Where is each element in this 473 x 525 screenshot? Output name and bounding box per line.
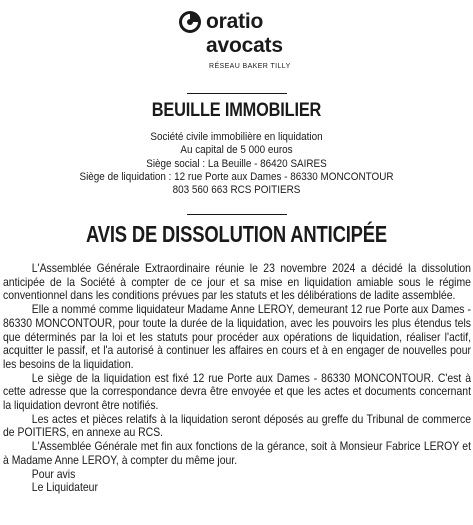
notice-title: AVIS DE DISSOLUTION ANTICIPÉE: [85, 221, 388, 247]
notice-closing: Pour avis: [31, 467, 76, 481]
middle-divider: [187, 214, 287, 215]
company-liquidation-office: Siège de liquidation : 12 rue Porte aux Dames - 86330 MONCONTOUR: [79, 170, 394, 183]
notice-paragraph: L'Assemblée Générale met fin aux fonctions de la gérance, soit à Monsieur Fabrice LEROY et à Madame Anne LEROY, à compter du même jour.: [3, 440, 472, 467]
company-capital: Au capital de 5 000 euros: [180, 144, 293, 157]
company-details: [0, 131, 473, 197]
notice-paragraph: Le siège de la liquidation est fixé 12 rue Porte aux Dames - 86330 MONCONTOUR. C'est à cette adresse que la correspondance devra être envoyée et que les actes et documents concernant la liquidation devront être notifiés.: [3, 371, 472, 413]
notice-body: [3, 262, 471, 495]
logo-text-oratio: oratio: [206, 10, 264, 33]
logo-text-avocats: avocats: [206, 34, 283, 57]
notice-paragraph: Elle a nommé comme liquidateur Madame Anne LEROY, demeurant 12 rue Porte aux Dames - 86330 MONCONTOUR, pour toute la durée de la liquidation, avec les pouvoirs les plus étendus tels que déterminés par la loi et les statuts pour procéder aux opérations de liquidation, réaliser l'actif, acquitter le passif, et l'a autorisé à continuer les affaires en cours et à en engager de nouvelles pour les besoins de la liquidation.: [3, 303, 472, 371]
company-name: BEUILLE IMMOBILIER: [151, 100, 322, 121]
top-divider: [187, 93, 287, 94]
oratio-avocats-logo: [178, 8, 318, 82]
oratio-logo-mark-icon: [178, 10, 202, 34]
notice-signature: Le Liquidateur: [31, 481, 98, 495]
company-registered-office: Siège social : La Beuille - 86420 SAIRES: [146, 157, 327, 170]
company-legal-form: Société civile immobilière en liquidation: [150, 131, 323, 143]
notice-paragraph: L'Assemblée Générale Extraordinaire réunie le 23 novembre 2024 a décidé la dissolution anticipée de la Société à compter de ce jour et sa mise en liquidation amiable sous le régime conventionnel dans les conditions prévues par les statuts et les délibérations de ladite assemblée.: [3, 262, 472, 303]
notice-paragraph: Les actes et pièces relatifs à la liquidation seront déposés au greffe du Tribunal de commerce de POITIERS, en annexe au RCS.: [3, 412, 472, 440]
company-rcs-number: 803 560 663 RCS POITIERS: [172, 184, 301, 197]
logo-network-text: RÉSEAU BAKER TILLY: [209, 63, 291, 70]
